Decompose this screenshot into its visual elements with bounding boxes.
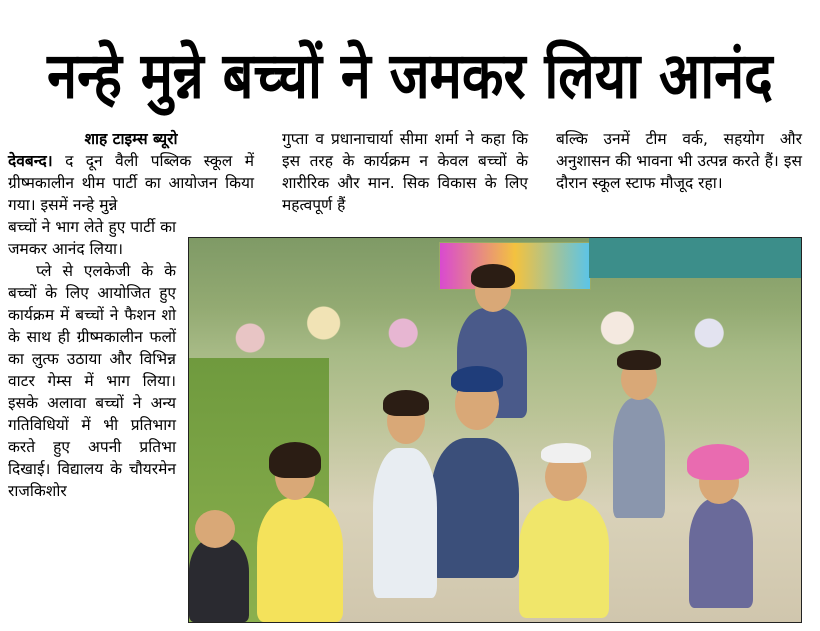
article-column-1 (8, 128, 254, 502)
photo-child-striped-shirt (431, 438, 519, 578)
news-photo (188, 237, 802, 623)
column-2-text: गुप्ता व प्रधानाचार्या सीमा शर्मा ने कहा कि इस तरह के कार्यक्रम न केवल बच्चों के शारीरिक और मान. सिक विकास के लिए महत्वपूर्ण हैं (282, 130, 528, 214)
photo-child-yellow-dress (257, 498, 343, 622)
photo-teacher-hair (471, 264, 515, 288)
article-column-2 (282, 128, 528, 216)
article-column-3 (556, 128, 802, 194)
photo-child-yellow-shirt (519, 498, 609, 618)
photo-child-head (195, 510, 235, 548)
photo-child-white-outfit (373, 448, 437, 598)
lead-text-wide: द दून वैली पब्लिक स्कूल में ग्रीष्मकालीन थीम पार्टी का आयोजन किया गया। इसमें नन्हे मुन्ने (8, 152, 254, 214)
photo-child-hair (383, 390, 429, 416)
photo-child-grey-shirt (613, 398, 665, 518)
photo-child-left-edge (189, 538, 249, 622)
photo-tent (589, 238, 801, 278)
photo-colorful-backdrop (439, 242, 591, 290)
dateline: देवबन्द। (8, 152, 53, 170)
byline: शाह टाइम्स ब्यूरो (84, 130, 178, 148)
column-3-text: बल्कि उनमें टीम वर्क, सहयोग और अनुशासन की भावना भी उत्पन्न करते हैं। इस दौरान स्कूल स्टाफ मौजूद रहा। (556, 130, 802, 192)
photo-child-hair (617, 350, 661, 370)
headline: नन्हे मुन्ने बच्चों ने जमकर लिया आनंद (47, 38, 773, 113)
photo-child-hair (269, 442, 321, 478)
photo-child-hair (451, 366, 503, 392)
photo-child-hair (541, 443, 591, 463)
paragraph-2: प्ले से एलकेजी के के बच्चों के लिए आयोजित हुए कार्यक्रम में बच्चों ने फैशन शो के साथ ही ग्रीष्मकालीन फलों का लुत्फ उठाया और विभिन्न वाटर गेम्स में भाग लिया। इसके अलावा बच्चों ने अन्य गतिविधियों में भी प्रतिभाग करते हुए अपनी प्रतिभा दिखाई। विद्यालय के चौयरमेन राजकिशोर (8, 262, 176, 500)
lead-paragraph (8, 150, 254, 216)
lead-text-narrow: बच्चों ने भाग लेते हुए पार्टी का जमकर आनंद लिया। (8, 218, 176, 258)
photo-child-pink-hat (689, 498, 753, 608)
photo-child-pink-hat (687, 444, 749, 480)
